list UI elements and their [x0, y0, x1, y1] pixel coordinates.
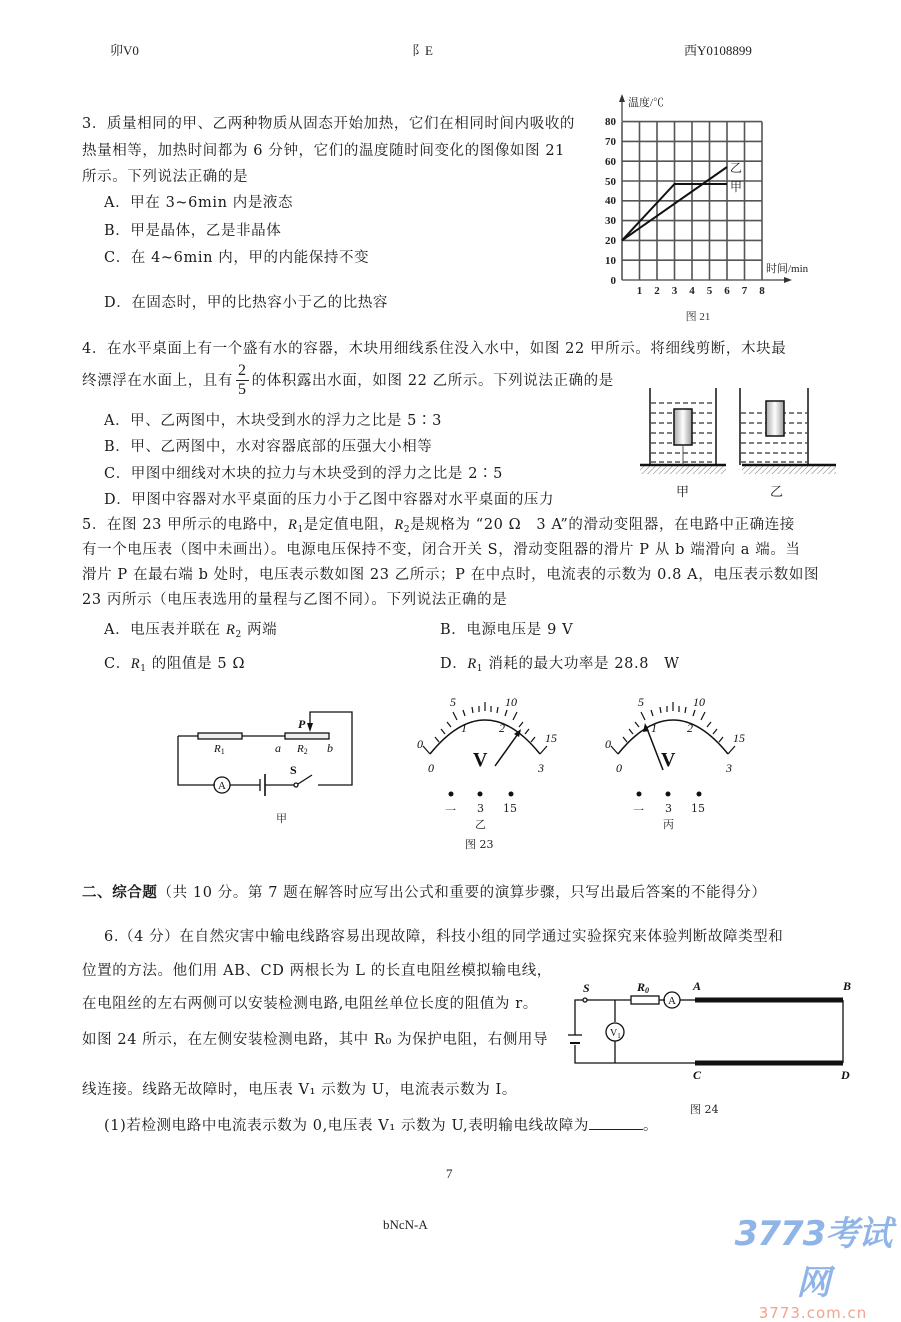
- svg-text:R0: R0: [637, 980, 650, 995]
- svg-text:10: 10: [505, 695, 517, 709]
- svg-text:2: 2: [654, 285, 660, 297]
- svg-text:60: 60: [605, 156, 616, 168]
- svg-text:30: 30: [605, 215, 616, 227]
- q4-option-b: B．甲、乙两图中，水对容器底部的压强大小相等: [104, 439, 433, 455]
- svg-text:5: 5: [706, 285, 713, 297]
- svg-text:70: 70: [605, 136, 616, 148]
- q5-line2: 有一个电压表（图中未画出）。电源电压保持不变，闭合开关 S，滑动变阻器的滑片 P 从 b 端滑向 a 端。当: [82, 542, 801, 558]
- svg-text:B: B: [843, 979, 852, 993]
- terminal-label-3: 3: [665, 802, 672, 815]
- terminal-3: [478, 792, 483, 797]
- terminal-label-15: 15: [691, 802, 705, 815]
- q3-option-c: C．在 4~6min 内，甲的内能保持不变: [104, 250, 370, 266]
- svg-text:3: 3: [538, 761, 544, 775]
- svg-text:6: 6: [724, 285, 730, 297]
- figure-22-containers: [640, 385, 836, 500]
- svg-text:V: V: [473, 749, 488, 771]
- svg-text:S: S: [290, 763, 297, 777]
- q6-line4: 如图 24 所示，在左侧安装检测电路，其中 R₀ 为保护电阻，右侧用导: [82, 1032, 549, 1048]
- svg-text:A: A: [668, 995, 676, 1007]
- svg-text:S: S: [583, 981, 590, 995]
- svg-text:C: C: [693, 1068, 702, 1082]
- terminal-label-3: 3: [477, 802, 484, 815]
- svg-text:3: 3: [726, 761, 732, 775]
- container-jia: [640, 388, 726, 474]
- terminal-15: [697, 792, 702, 797]
- svg-text:2: 2: [687, 721, 693, 735]
- label-jia: 甲: [676, 485, 690, 500]
- svg-text:b: b: [327, 741, 333, 755]
- svg-text:8: 8: [759, 285, 765, 297]
- figure-23-caption: 图 23: [465, 838, 494, 851]
- watermark: [733, 1206, 893, 1322]
- q6-line1: 6.（4 分）在自然灾害中输电线路容易出现故障，科技小组的同学通过实验探究来体验判断故障类型和: [104, 929, 784, 945]
- q5-option-b: B．电源电压是 9 V: [440, 622, 574, 638]
- y-axis-label: 温度/℃: [628, 97, 665, 109]
- svg-text:80: 80: [605, 116, 616, 128]
- meter-yi-label: 乙: [475, 818, 486, 831]
- q3-line3: 所示。下列说法正确的是: [82, 169, 249, 185]
- terminal-3: [666, 792, 671, 797]
- figure-21-caption: 图 21: [685, 311, 711, 323]
- q3-option-d: D．在固态时，甲的比热容小于乙的比热容: [104, 295, 389, 311]
- section-2-title: 二、综合题: [82, 884, 158, 901]
- legend-yi: 乙: [730, 161, 743, 175]
- q5-option-c: C．$R_1$ 的阻值是 5 Ω: [104, 656, 246, 674]
- figure-24-caption: 图 24: [690, 1103, 719, 1116]
- section-2-note: （共 10 分。第 7 题在解答时应写出公式和重要的演算步骤，只写出最后答案的不能得分）: [157, 885, 767, 901]
- meter-bing-label: 丙: [663, 818, 674, 831]
- q4-option-a: A．甲、乙两图中，木块受到水的浮力之比是 5∶3: [104, 413, 442, 429]
- svg-text:0: 0: [616, 761, 622, 775]
- resistor-r0-icon: [631, 996, 659, 1004]
- slider-arrow-icon: [307, 723, 313, 732]
- fraction-two-fifths: $\frac{2}{5}$: [238, 362, 247, 398]
- figure-21-chart: [596, 92, 822, 328]
- wood-block: [674, 409, 692, 445]
- q6-sub1: (1)若检测电路中电流表示数为 0,电压表 V₁ 示数为 U,表明输电线故障为 。: [104, 1115, 658, 1136]
- switch-icon: [298, 775, 312, 784]
- svg-text:A: A: [218, 780, 226, 792]
- header-right: 西Y0108899: [684, 43, 752, 58]
- svg-text:5: 5: [638, 695, 644, 709]
- container-yi: [740, 388, 836, 474]
- svg-text:R2: R2: [297, 743, 308, 756]
- wood-block: [766, 401, 784, 436]
- q4-option-d: D．甲图中容器对水平桌面的压力小于乙图中容器对水平桌面的压力: [104, 492, 555, 508]
- figure-24-circuit: [565, 970, 855, 1120]
- header-left: 卯V0: [110, 43, 139, 58]
- terminal-15: [509, 792, 514, 797]
- svg-text:10: 10: [605, 255, 616, 267]
- svg-text:V: V: [661, 749, 676, 771]
- q5-option-a: A．电压表并联在 $R_2$ 两端: [104, 622, 278, 640]
- q3-line2: 热量相等，加热时间都为 6 分钟，它们的温度随时间变化的图像如图 21: [82, 143, 566, 159]
- watermark-url: 3773.com.cn: [758, 1304, 868, 1322]
- header-center: 阝E: [412, 43, 433, 58]
- q6-line5: 线连接。线路无故障时，电压表 V₁ 示数为 U，电流表示数为 I。: [82, 1082, 517, 1098]
- q4-line1: 4．在水平桌面上有一个盛有水的容器，木块用细线系住没入水中，如图 22 甲所示。将细线剪断，木块最: [82, 341, 787, 357]
- q5-line4: 23 丙所示（电压表选用的量程与乙图不同）。下列说法正确的是: [82, 592, 508, 608]
- terminal-label-15: 15: [503, 802, 517, 815]
- legend-jia: 甲: [730, 180, 743, 194]
- svg-text:4: 4: [689, 285, 695, 297]
- svg-text:10: 10: [693, 695, 705, 709]
- svg-text:R1: R1: [214, 743, 225, 756]
- figure-23-circuit: [170, 708, 360, 825]
- svg-text:20: 20: [605, 235, 616, 247]
- svg-text:5: 5: [450, 695, 456, 709]
- svg-text:0: 0: [428, 761, 434, 775]
- q4-line2: [82, 362, 614, 399]
- svg-text:V1: $V_1$: [610, 1028, 621, 1040]
- svg-text:15: 15: [733, 731, 745, 745]
- circuit-label: 甲: [276, 812, 287, 825]
- q3-line1: 3．质量相同的甲、乙两种物质从固态开始加热，它们在相同时间内吸收的: [82, 116, 576, 132]
- svg-text:1: 1: [651, 721, 657, 735]
- section-2-heading: [82, 883, 767, 903]
- footer-code: bNcN-A: [383, 1217, 428, 1232]
- svg-text:0: 0: [610, 275, 616, 287]
- svg-text:50: 50: [605, 176, 616, 188]
- q3-option-b: B．甲是晶体，乙是非晶体: [104, 223, 282, 239]
- terminal-neg: [449, 792, 454, 797]
- needle-icon: [495, 731, 520, 766]
- svg-text:1: 1: [461, 721, 467, 735]
- svg-text:15: 15: [545, 731, 557, 745]
- svg-text:1: 1: [636, 285, 643, 297]
- q5-line1: 5．在图 23 甲所示的电路中，$R_1$是定值电阻，$R_2$是规格为 “20 Ω 3 A”的滑动变阻器，在电路中正确连接: [82, 517, 795, 535]
- svg-text:A: A: [693, 979, 702, 993]
- terminal-neg: [637, 792, 642, 797]
- q3-option-a: A．甲在 3~6min 内是液态: [104, 195, 294, 211]
- terminal-label-neg: 一: [445, 804, 456, 817]
- terminal-label-neg: 一: [633, 804, 644, 817]
- svg-text:0: 0: [605, 737, 611, 751]
- watermark-brand: 3773考试网: [734, 1214, 892, 1303]
- x-axis-label: 时间/min: [766, 263, 809, 275]
- rheostat-icon: [285, 733, 329, 739]
- svg-text:P: P: [298, 717, 306, 731]
- q4-option-c: C．甲图中细线对木块的拉力与木块受到的浮力之比是 2∶5: [104, 466, 503, 482]
- q6-line3: 在电阻丝的左右两侧可以安装检测电路,电阻丝单位长度的阻值为 r。: [82, 996, 538, 1012]
- svg-text:7: 7: [741, 285, 748, 297]
- svg-text:a: a: [275, 741, 281, 755]
- voltmeter-bing: [583, 684, 763, 834]
- voltmeter-yi: [395, 684, 575, 851]
- q4-line2-pre: 终漂浮在水面上，且有: [82, 372, 233, 389]
- svg-text:40: 40: [605, 195, 616, 207]
- x-axis-arrow-icon: [784, 277, 792, 283]
- svg-text:0: 0: [417, 737, 423, 751]
- q5-line3: 滑片 P 在最右端 b 处时，电压表示数如图 23 乙所示；P 在中点时，电流表的示数为 0.8 A，电压表示数如图: [82, 567, 820, 583]
- svg-text:2: 2: [499, 721, 505, 735]
- page-number: 7: [446, 1166, 453, 1181]
- svg-text:D: D: [841, 1068, 850, 1082]
- y-axis-arrow-icon: [619, 94, 625, 102]
- svg-text:3: 3: [671, 285, 678, 297]
- q5-option-d: D．$R_1$ 消耗的最大功率是 28.8 W: [440, 656, 680, 674]
- q4-line2-post: 的体积露出水面，如图 22 乙所示。下列说法正确的是: [251, 372, 614, 389]
- label-yi: 乙: [770, 485, 784, 500]
- q6-line2: 位置的方法。他们用 AB、CD 两根长为 L 的长直电阻丝模拟输电线，: [82, 963, 552, 979]
- temperature-time-graph: [596, 92, 822, 328]
